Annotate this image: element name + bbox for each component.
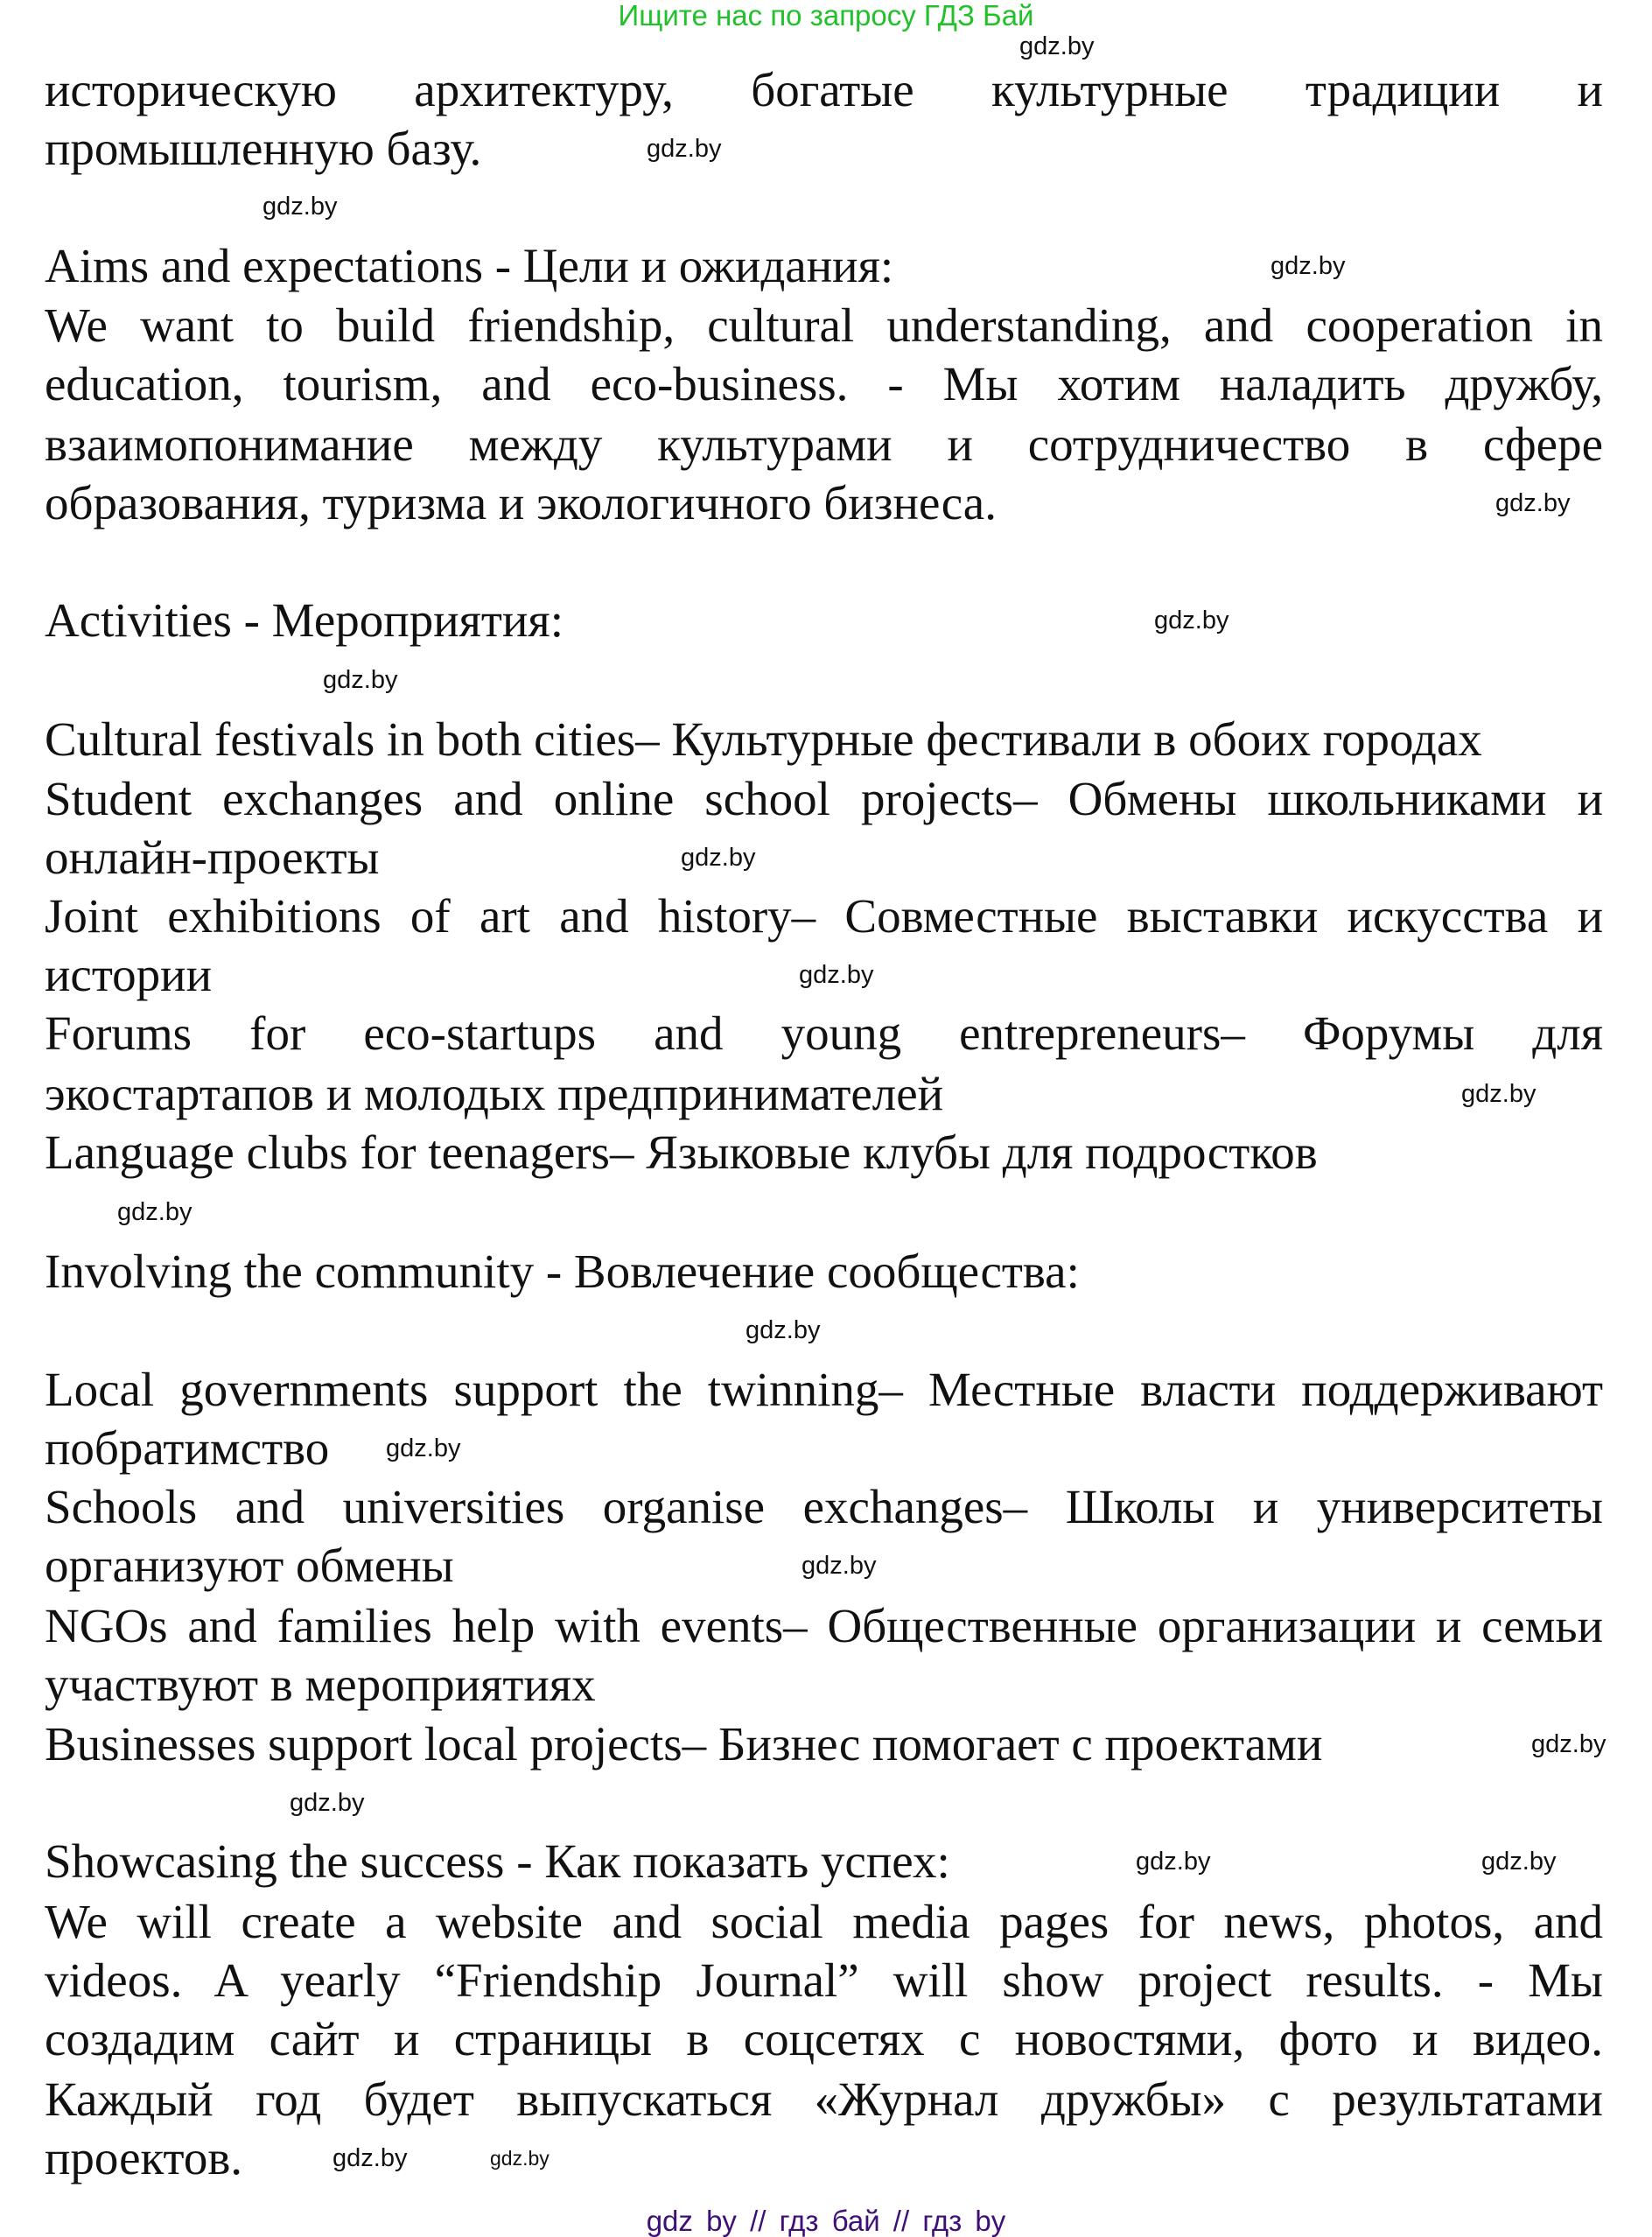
text-line: Showcasing the success - Как показать успех: bbox=[45, 1834, 950, 1888]
text-line: Businesses support local projects– Бизнес помогает с проектами bbox=[45, 1717, 1323, 1771]
watermark: gdz.by bbox=[323, 666, 398, 694]
text-line: Activities - Мероприятия: bbox=[45, 593, 564, 647]
text-line: проектов. bbox=[45, 2131, 243, 2184]
watermark: gdz.by bbox=[681, 844, 756, 872]
text-line: education, tourism, and eco-business. - Мы хотим наладить дружбу, bbox=[45, 357, 1603, 410]
text-line: онлайн-проекты bbox=[45, 831, 380, 884]
watermark: gdz.by bbox=[332, 2144, 408, 2172]
text-line: We will create a website and social media pages for news, photos, and bbox=[45, 1895, 1603, 1948]
text-line: videos. A yearly “Friendship Journal” will show project results. - Мы bbox=[45, 1953, 1603, 2007]
watermark: gdz.by bbox=[647, 135, 722, 163]
text-line: образования, туризма и экологичного бизнеса. bbox=[45, 476, 997, 529]
text-line: историческую архитектуру, богатые культурные традиции и bbox=[45, 63, 1603, 116]
watermark: gdz.by bbox=[1136, 1848, 1211, 1876]
watermark: gdz.by bbox=[746, 1316, 821, 1344]
text-line: NGOs and families help with events– Общественные организации и семьи bbox=[45, 1599, 1603, 1652]
text-line: Local governments support the twinning– Местные власти поддерживают bbox=[45, 1363, 1603, 1416]
watermark: gdz.by bbox=[490, 2147, 550, 2170]
watermark: gdz.by bbox=[802, 1552, 877, 1580]
text-line: побратимство bbox=[45, 1421, 330, 1475]
watermark: gdz.by bbox=[290, 1789, 365, 1817]
text-line: истории bbox=[45, 948, 213, 1001]
watermark: gdz.by bbox=[1481, 1848, 1557, 1876]
watermark: gdz.by bbox=[1495, 489, 1571, 517]
text-line: Aims and expectations - Цели и ожидания: bbox=[45, 239, 894, 292]
footer-banner: gdz by // гдз бай // гдз by bbox=[646, 2205, 1006, 2237]
watermark: gdz.by bbox=[262, 193, 338, 221]
watermark: gdz.by bbox=[386, 1434, 461, 1462]
text-line: Cultural festivals in both cities– Культурные фестивали в обоих городах bbox=[45, 712, 1482, 766]
text-line: Student exchanges and online school projects– Обмены школьниками и bbox=[45, 772, 1603, 825]
text-line: Schools and universities organise exchanges– Школы и университеты bbox=[45, 1480, 1603, 1533]
text-line: взаимопонимание между культурами и сотрудничество в сфере bbox=[45, 417, 1603, 471]
text-line: Involving the community - Вовлечение сообщества: bbox=[45, 1245, 1080, 1298]
watermark: gdz.by bbox=[1531, 1730, 1606, 1758]
watermark: gdz.by bbox=[1154, 607, 1229, 635]
search-banner: Ищите нас по запросу ГДЗ Бай bbox=[618, 0, 1034, 32]
text-line: экостартапов и молодых предпринимателей bbox=[45, 1067, 944, 1120]
text-line: Каждый год будет выпускаться «Журнал дружбы» с результатами bbox=[45, 2072, 1603, 2126]
text-line: Forums for eco-startups and young entrepreneurs– Форумы для bbox=[45, 1006, 1603, 1060]
text-line: Joint exhibitions of art and history– Совместные выставки искусства и bbox=[45, 889, 1603, 943]
text-line: We want to build friendship, cultural understanding, and cooperation in bbox=[45, 298, 1603, 352]
text-line: организуют обмены bbox=[45, 1539, 454, 1592]
watermark: gdz.by bbox=[1019, 32, 1095, 60]
watermark: gdz.by bbox=[1270, 252, 1346, 280]
watermark: gdz.by bbox=[1461, 1080, 1536, 1108]
text-line: создадим сайт и страницы в соцсетях с новостями, фото и видео. bbox=[45, 2012, 1603, 2065]
text-line: Language clubs for teenagers– Языковые клубы для подростков bbox=[45, 1126, 1318, 1179]
text-line: промышленную базу. bbox=[45, 122, 482, 175]
watermark: gdz.by bbox=[799, 961, 874, 989]
text-line: участвуют в мероприятиях bbox=[45, 1658, 596, 1711]
watermark: gdz.by bbox=[117, 1198, 192, 1226]
